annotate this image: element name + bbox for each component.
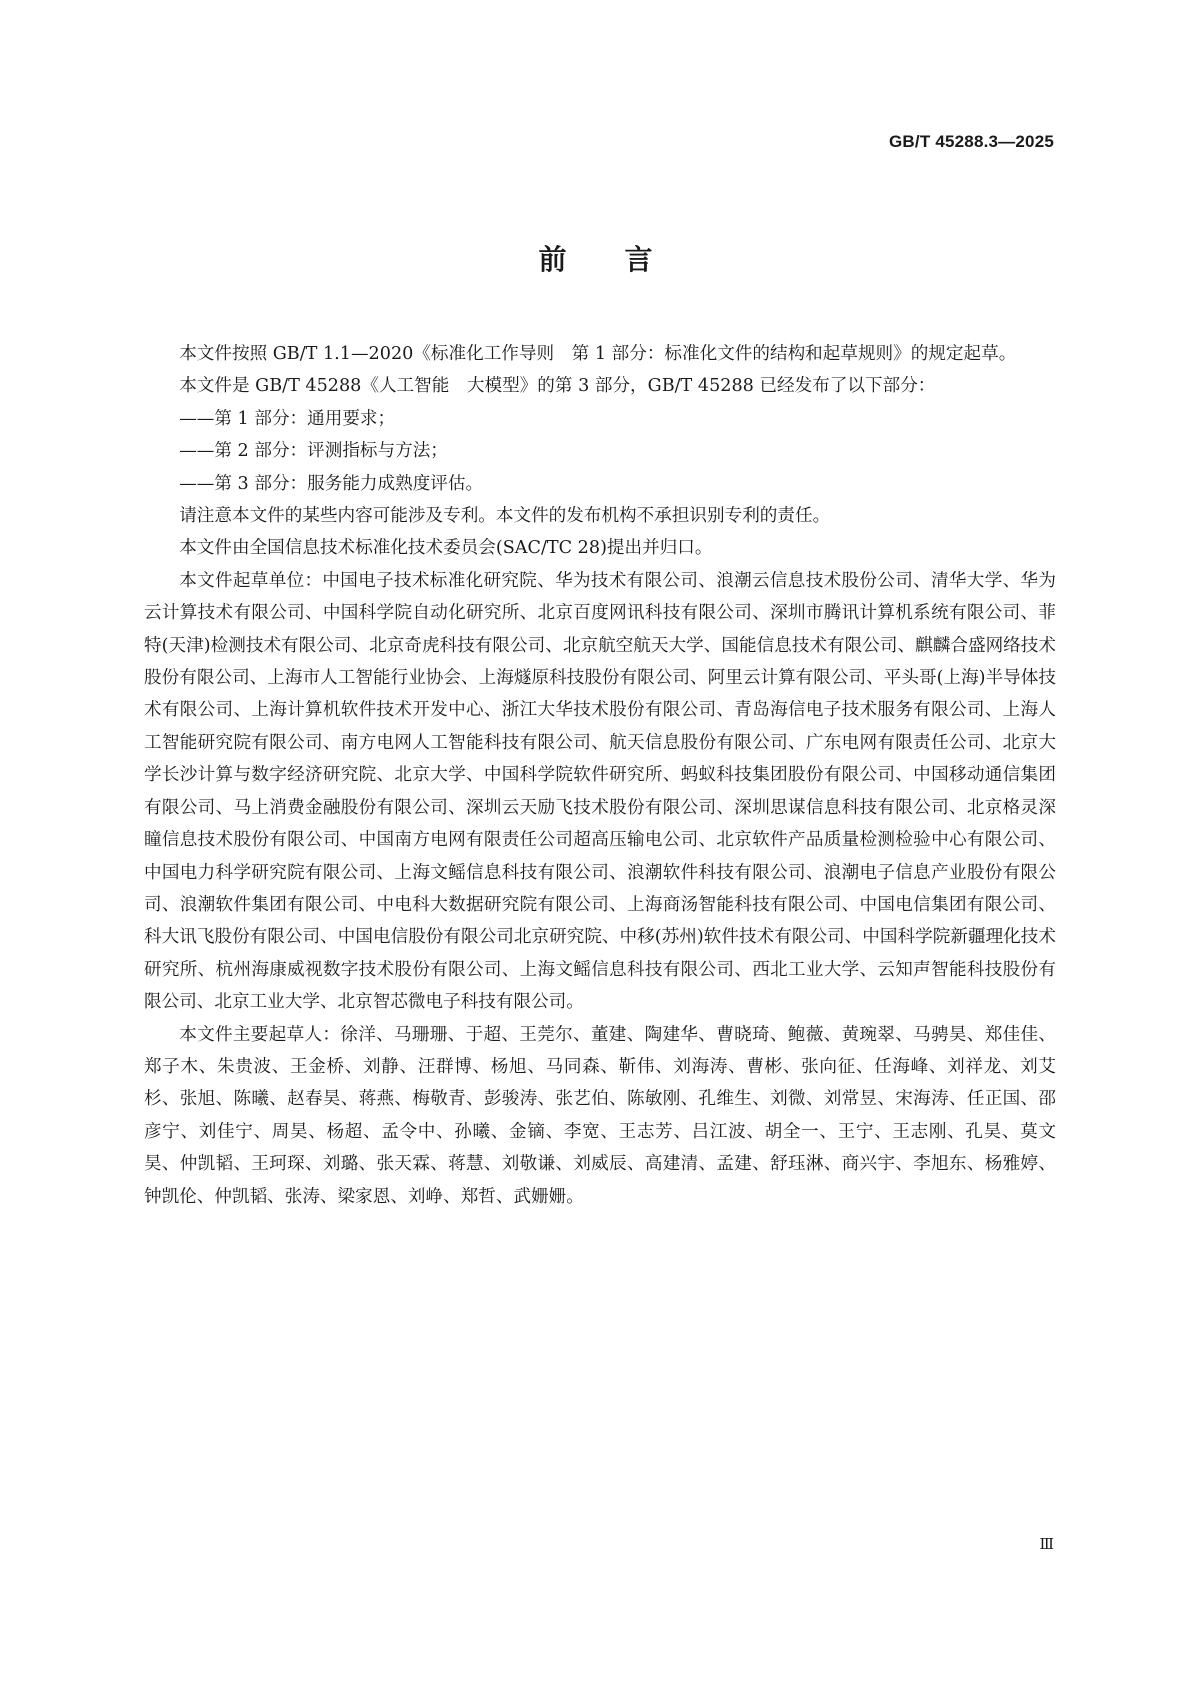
paragraph-drafters: 本文件主要起草人：徐洋、马珊珊、于超、王莞尔、董建、陶建华、曹晓琦、鲍薇、黄琬翠、马骋昊、郑佳佳、郑子木、朱贵波、王金桥、刘静、汪群博、杨旭、马同森、靳伟、刘海涛、曹彬、张向征、任海峰、刘祥龙、刘艾杉、张旭、陈曦、赵春昊、蒋燕、梅敬青、彭骏涛、张艺伯、陈敏刚、孔维生、刘微、刘常昱、宋海涛、任正国、邵彦宁、刘佳宁、周昊、杨超、孟令中、孙曦、金镝、李宽、王志芳、吕江波、胡全一、王宁、王志刚、孔昊、莫文昊、仲凯韬、王珂琛、刘璐、张天霖、蒋慧、刘敬谦、刘威辰、高建清、孟建、舒珏淋、商兴宇、李旭东、杨雅婷、钟凯伦、仲凯韬、张涛、梁家恩、刘峥、郑哲、武姗姗。 <box>144 1024 1056 1207</box>
page-title <box>0 238 1191 278</box>
standard-code: GB/T 45288.3—2025 <box>889 132 1054 151</box>
title-char-2: 言 <box>624 243 653 276</box>
paragraph-patent-notice: 请注意本文件的某些内容可能涉及专利。本文件的发布机构不承担识别专利的责任。 <box>179 506 831 527</box>
paragraph-drafting-units: 本文件起草单位：中国电子技术标准化研究院、华为技术有限公司、浪潮云信息技术股份公司、清华大学、华为云计算技术有限公司、中国科学院自动化研究所、北京百度网讯科技有限公司、深圳市腾讯计算机系统有限公司、菲特(天津)检测技术有限公司、北京奇虎科技有限公司、北京航空航天大学、国能信息技术有限公司、麒麟合盛网络技术股份有限公司、上海市人工智能行业协会、上海燧原科技股份有限公司、阿里云计算有限公司、平头哥(上海)半导体技术有限公司、上海计算机软件技术开发中心、浙江大华技术股份有限公司、青岛海信电子技术服务有限公司、上海人工智能研究院有限公司、南方电网人工智能科技有限公司、航天信息股份有限公司、广东电网有限责任公司、北京大学长沙计算与数字经济研究院、北京大学、中国科学院软件研究所、蚂蚁科技集团股份有限公司、中国移动通信集团有限公司、马上消费金融股份有限公司、深圳云天励飞技术股份有限公司、深圳思谋信息科技有限公司、北京格灵深瞳信息技术股份有限公司、中国南方电网有限责任公司超高压输电公司、北京软件产品质量检测检验中心有限公司、中国电力科学研究院有限公司、上海文鳐信息科技有限公司、浪潮软件科技有限公司、浪潮电子信息产业股份有限公司、浪潮软件集团有限公司、中电科大数据研究院有限公司、上海商汤智能科技有限公司、中国电信集团有限公司、科大讯飞股份有限公司、中国电信股份有限公司北京研究院、中移(苏州)软件技术有限公司、中国科学院新疆理化技术研究所、杭州海康威视数字技术股份有限公司、上海文鳐信息科技有限公司、西北工业大学、云知声智能科技股份有限公司、北京工业大学、北京智芯微电子科技有限公司。 <box>144 570 1056 1013</box>
part-list-item: ——第 3 部分：服务能力成熟度评估。 <box>179 473 484 494</box>
part-list-item: ——第 1 部分：通用要求； <box>179 408 396 429</box>
foreword-body <box>144 338 1056 1213</box>
paragraph-committee: 本文件由全国信息技术标准化技术委员会(SAC/TC 28)提出并归口。 <box>179 538 713 559</box>
paragraph-drafting-rules: 本文件按照 GB/T 1.1—2020《标准化工作导则 第 1 部分：标准化文件的结构和起草规则》的规定起草。 <box>179 344 1017 364</box>
paragraph-series-intro: 本文件是 GB/T 45288《人工智能 大模型》的第 3 部分，GB/T 45288 已经发布了以下部分： <box>179 376 936 397</box>
page-number: Ⅲ <box>1039 1535 1054 1553</box>
part-list-item: ——第 2 部分：评测指标与方法； <box>179 441 448 462</box>
title-char-1: 前 <box>538 243 567 276</box>
